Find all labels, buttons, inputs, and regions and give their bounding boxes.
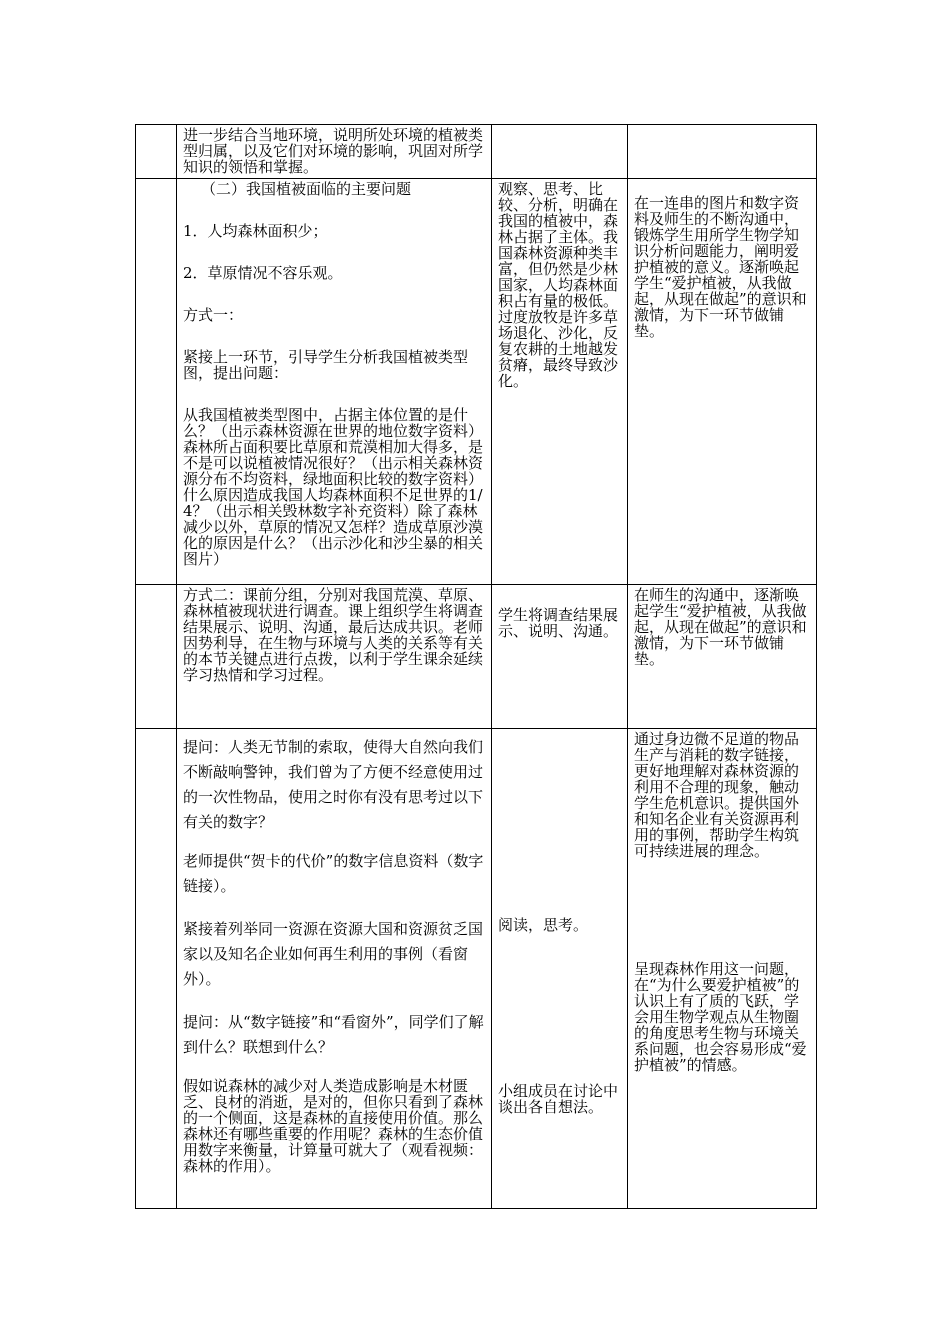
margin-cell: [136, 585, 177, 729]
method-label: 方式一：: [183, 306, 244, 324]
design-intent-cell: [628, 179, 817, 585]
paragraph: 在师生的沟通中，逐渐唤起学生“爱护植被，从我做起，从现在做起”的意识和激情，为下一环节做铺垫。: [634, 586, 807, 668]
paragraph: 方式二：课前分组，分别对我国荒漠、草原、森林植被现状进行调查。课上组织学生将调查结果展示、说明、沟通，最后达成共识。老师因势利导，在生物与环境与人类的关系等有关的本节关键点进行点拨，以利于学生课余延续学习热情和学习过程。: [183, 586, 484, 684]
paragraph: 阅读，思考。: [498, 916, 589, 934]
paragraph: 通过身边微不足道的物品生产与消耗的数字链接，更好地理解对森林资源的利用不合理的现象，触动学生危机意识。提供国外和知名企业有关资源再利用的事例，帮助学生构筑可持续进展的理念。: [634, 730, 800, 860]
margin-cell: [136, 729, 177, 1209]
table-row: [136, 729, 817, 1209]
student-activity-cell: [492, 585, 628, 729]
teaching-process-cell: [177, 179, 492, 585]
paragraph: 假如说森林的减少对人类造成影响是木材匮乏、良材的消逝，是对的，但你只看到了森林的一个侧面，这是森林的直接使用价值。那么森林还有哪些重要的作用呢？森林的生态价值用数字来衡量，计算量可就大了（观看视频：森林的作用）。: [183, 1077, 484, 1175]
student-activity-cell: [492, 729, 628, 1209]
lesson-plan-table: [135, 124, 817, 1209]
paragraph: 进一步结合当地环境，说明所处环境的植被类型归属，以及它们对环境的影响，巩固对所学知识的领悟和掌握。: [183, 126, 484, 176]
section-heading: （二）我国植被面临的主要问题: [201, 180, 412, 198]
list-item: 2．草原情况不容乐观。: [183, 264, 343, 282]
teaching-process-cell: [177, 585, 492, 729]
paragraph: 紧接上一环节，引导学生分析我国植被类型图，提出问题：: [183, 348, 469, 382]
paragraph: 呈现森林作用这一问题，在“为什么要爱护植被”的认识上有了质的飞跃，学会用生物学观点从生物圈的角度思考生物与环境关系问题，也会容易形成“爱护植被”的情感。: [634, 960, 807, 1074]
paragraph: 小组成员在讨论中谈出各自想法。: [498, 1082, 619, 1116]
paragraph: 在一连串的图片和数字资料及师生的不断沟通中，锻炼学生用所学生物学知识分析问题能力，阐明爱护植被的意义。逐渐唤起学生“爱护植被，从我做起，从现在做起”的意识和激情，为下一环节做铺垫。: [634, 194, 807, 340]
paragraph: 观察、思考、比较、分析，明确在我国的植被中，森林占据了主体。我国森林资源种类丰富，但仍然是少林国家，人均森林面积占有量的极低。: [498, 180, 619, 310]
margin-cell: [136, 125, 177, 179]
list-item: 1．人均森林面积少；: [183, 222, 328, 240]
design-intent-cell: [628, 585, 817, 729]
paragraph: 提问：从“数字链接”和“看窗外”，同学们了解到什么？联想到什么？: [183, 1013, 484, 1056]
teaching-process-cell: [177, 125, 492, 179]
design-intent-cell: [628, 125, 817, 179]
margin-cell: [136, 179, 177, 585]
table-row: [136, 125, 817, 179]
paragraph: 紧接着列举同一资源在资源大国和资源贫乏国家以及知名企业如何再生利用的事例（看窗外）。: [183, 920, 484, 988]
table-row: [136, 179, 817, 585]
student-activity-cell: [492, 125, 628, 179]
paragraph: 提问：人类无节制的索取，使得大自然向我们不断敲响警钟，我们曾为了方便不经意使用过的一次性物品，使用之时你有没有思考过以下有关的数字？: [183, 738, 484, 831]
design-intent-cell: [628, 729, 817, 1209]
teaching-process-cell: [177, 729, 492, 1209]
paragraph: 从我国植被类型图中，占据主体位置的是什么？（出示森林资源在世界的地位数字资料）森林所占面积要比草原和荒漠相加大得多，是不是可以说植被情况很好？（出示相关森林资源分布不均资料，绿地面积比较的数字资料）什么原因造成我国人均森林面积不足世界的1/4？（出示相关毁林数字补充资料）除了森林减少以外，草原的情况又怎样？造成草原沙漠化的原因是什么？（出示沙化和沙尘暴的相关图片）: [183, 406, 484, 568]
paragraph: 学生将调查结果展示、说明、沟通。: [498, 606, 619, 640]
paragraph: 老师提供“贺卡的代价”的数字信息资料（数字链接）。: [183, 852, 484, 895]
table-row: [136, 585, 817, 729]
paragraph: 过度放牧是许多草场退化、沙化，反复农耕的土地越发贫瘠，最终导致沙化。: [498, 308, 619, 390]
student-activity-cell: [492, 179, 628, 585]
